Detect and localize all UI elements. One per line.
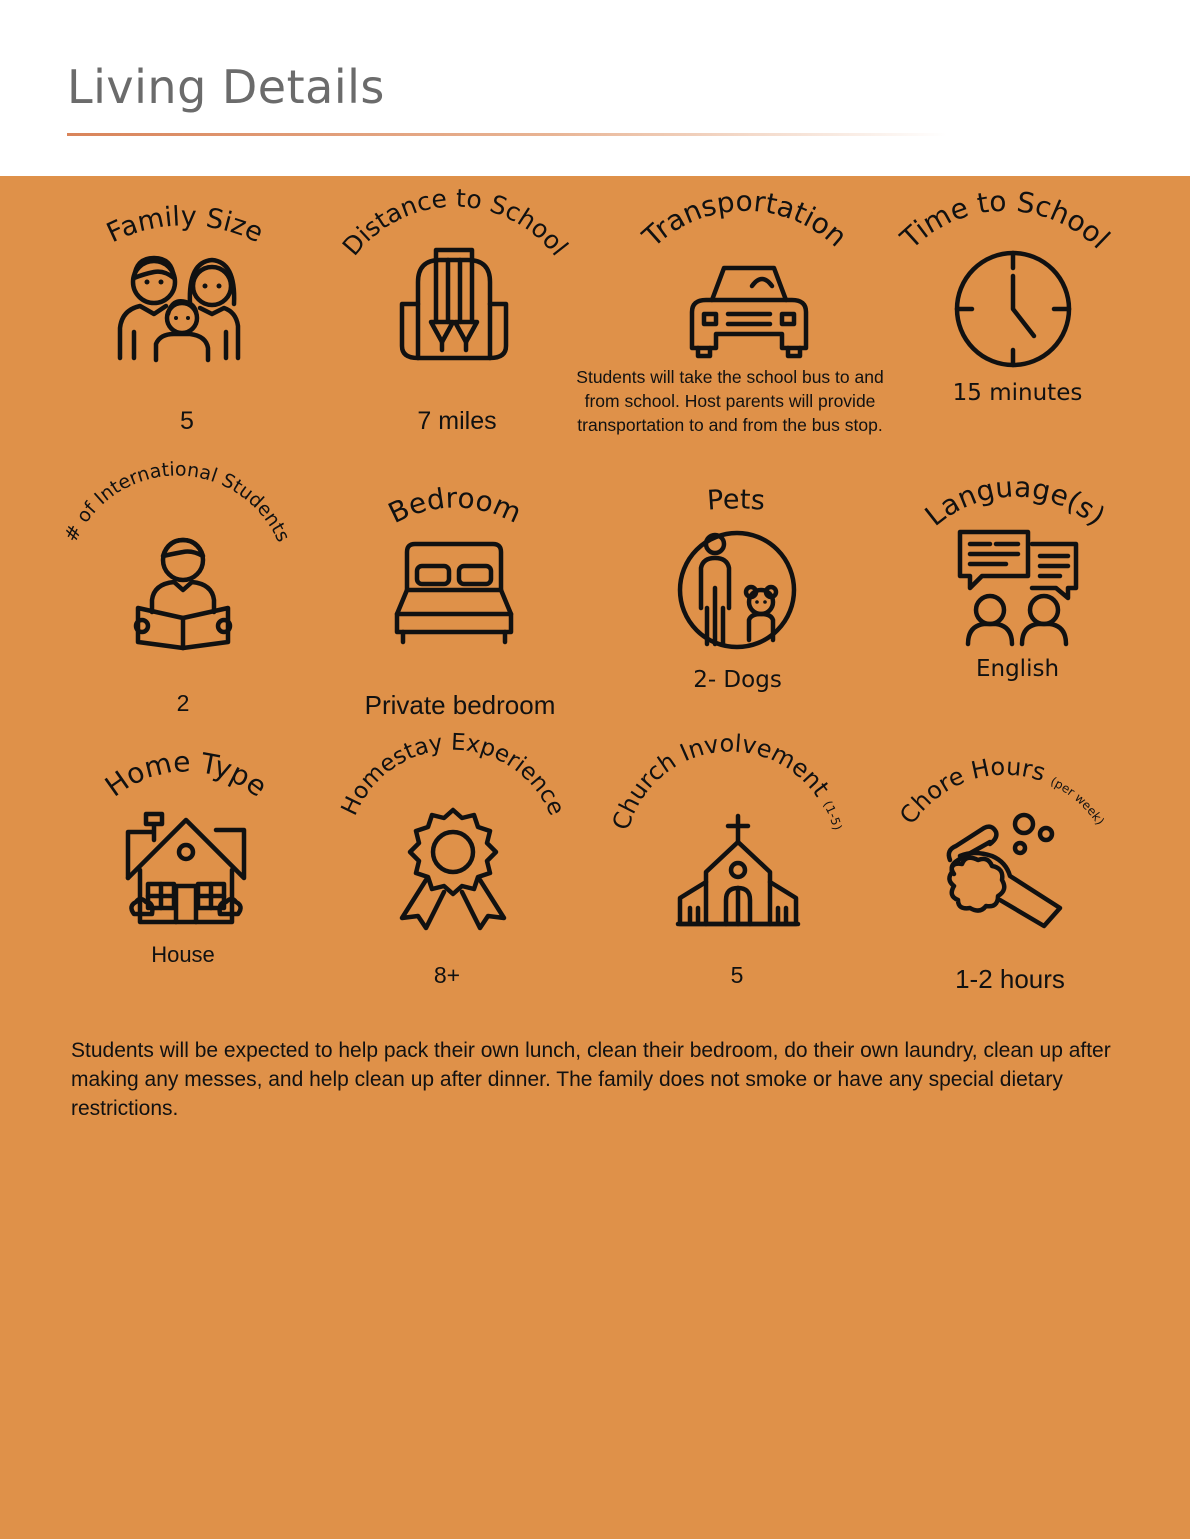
conversation-icon — [956, 526, 1080, 648]
bedroom-value: Private bedroom — [364, 690, 556, 720]
svg-text:Time to School: Time to School — [894, 184, 1117, 256]
bed-icon — [393, 540, 515, 644]
svg-text:Chore Hours (per week): Chore Hours (per week) — [894, 752, 1108, 830]
page-title: Living Details — [67, 60, 385, 114]
washing-hands-icon — [944, 810, 1068, 928]
svg-text:Bedroom: Bedroom — [383, 481, 527, 530]
family-size-value: 5 — [180, 407, 194, 435]
time-to-school-value: 15 minutes — [952, 380, 1083, 406]
svg-text:Language(s): Language(s) — [918, 470, 1112, 533]
svg-text:Church Involvement (1-5): Church Involvement (1-5) — [606, 729, 845, 834]
svg-text:Homestay Experience: Homestay Experience — [336, 729, 570, 820]
pets-label — [686, 470, 786, 530]
church-involvement-value: 5 — [730, 962, 744, 988]
svg-text:# of International Students: # of International Students — [59, 458, 295, 546]
home-type-value: House — [151, 942, 215, 967]
svg-text:Family Size: Family Size — [102, 201, 268, 250]
international-students-value: 2 — [176, 690, 190, 716]
title-divider — [67, 133, 947, 136]
transportation-label — [636, 178, 854, 258]
svg-text:Transportation: Transportation — [636, 184, 854, 254]
house-icon — [124, 810, 248, 928]
svg-text:Home Type: Home Type — [99, 745, 274, 804]
homestay-experience-value: 8+ — [433, 962, 461, 988]
svg-text:Distance to School: Distance to School — [336, 183, 574, 262]
languages-value: English — [975, 656, 1060, 682]
transportation-value: Students will take the school bus to and from school. Host parents will provide transportation to and from the bus stop. — [576, 367, 884, 435]
household-expectations-note: Students will be expected to help pack their own lunch, clean their bedroom, do their own laundry, clean up after making any messes, and help clean up after dinner. The family does not smoke or have any special dietary restrictions. — [71, 1039, 1111, 1120]
church-icon — [676, 812, 800, 928]
clock-icon — [950, 246, 1076, 372]
svg-text:Pets: Pets — [706, 484, 766, 517]
student-reading-icon — [134, 534, 232, 652]
bedroom-label — [380, 470, 530, 540]
backpack-icon — [398, 246, 510, 364]
award-ribbon-icon — [398, 806, 508, 930]
car-icon — [688, 262, 810, 358]
person-with-dog-icon — [675, 528, 799, 652]
distance-to-school-value: 7 miles — [417, 407, 497, 435]
chore-hours-value: 1-2 hours — [955, 964, 1065, 994]
pets-value: 2- Dogs — [693, 667, 782, 693]
family-icon — [116, 248, 246, 363]
